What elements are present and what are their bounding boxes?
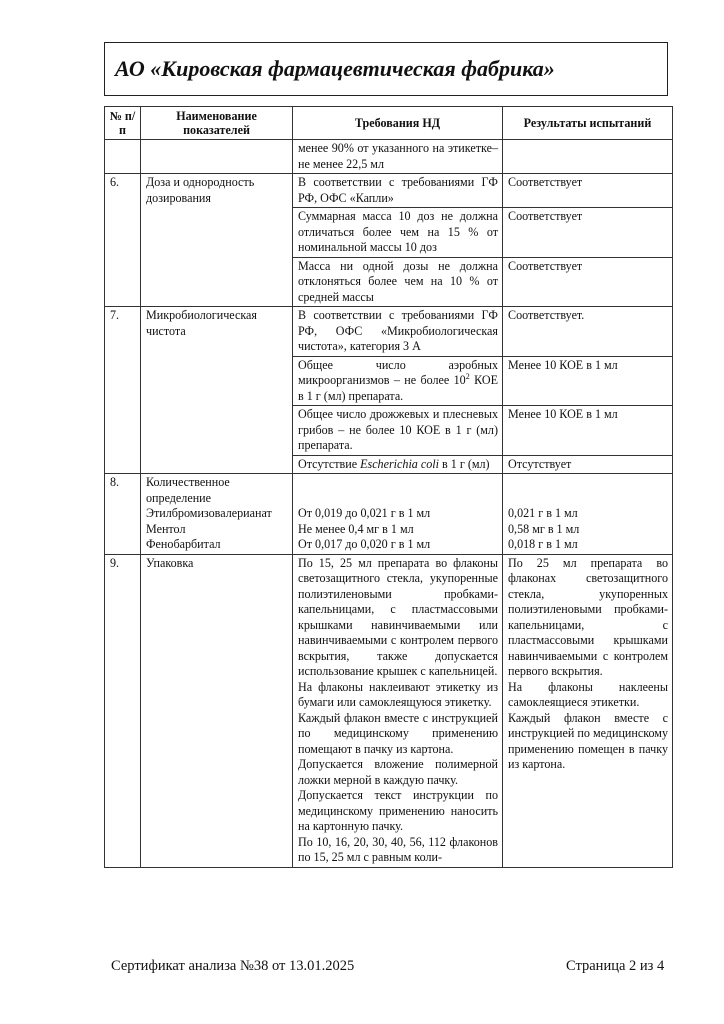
cell-result: Менее 10 КОЕ в 1 мл <box>503 356 673 406</box>
result-line: 0,021 г в 1 мл <box>508 506 578 520</box>
cell-result <box>503 140 673 174</box>
cell-requirement: менее 90% от указанного на этикетке– не менее 22,5 мл <box>293 140 503 174</box>
result-line: 0,58 мг в 1 мл <box>508 521 580 536</box>
cell-number: 9. <box>105 554 141 867</box>
cell-number <box>105 140 141 174</box>
table-row-continuation <box>105 140 673 174</box>
column-header-name: Наименование показателей <box>141 107 293 140</box>
requirement-line: От 0,017 до 0,020 г в 1 мл <box>298 537 431 551</box>
result-paragraph: По 25 мл препарата во флаконах светозащитного стекла, укупоренных полиэтиленовыми пробками-капельницами, с пластмассовыми крышками навинчиваемыми с контролем первого вскрытия. <box>508 555 668 678</box>
requirement-paragraph: По 15, 25 мл препарата во флаконы светозащитного стекла, укупоренные полиэтиленовыми пробками-капельницами, с пластмассовыми крышками навинчиваемыми или навинчиваемыми с контролем первого вскрытия, также допускается использование крышек с капельницей. <box>298 555 498 678</box>
cell-name: Доза и однородность дозирования <box>141 174 293 307</box>
name-line: Ментол <box>146 521 186 536</box>
result-paragraph: Каждый флакон вместе с инструкцией по медицинскому применению помещен в пачку из картона. <box>508 710 668 771</box>
result-paragraph: На флаконы наклеены самоклеящиеся этикетки. <box>508 679 668 709</box>
organism-name: Escherichia coli <box>360 456 440 471</box>
cell-requirement: Суммарная масса 10 доз не должна отличаться более чем на 15 % от номинальной массы 10 доз <box>293 208 503 258</box>
cell-name: Упаковка <box>141 554 293 867</box>
page-number: Страница 2 из 4 <box>566 958 665 974</box>
cell-number: 8. <box>105 474 141 555</box>
cell-requirement <box>293 356 503 406</box>
cell-result <box>503 474 673 555</box>
certificate-footer: Сертификат анализа №38 от 13.01.2025 <box>111 958 355 974</box>
cell-requirement <box>293 554 503 867</box>
column-header-number: № п/п <box>105 107 141 140</box>
cell-requirement <box>293 474 503 555</box>
cell-result: Соответствует <box>503 174 673 208</box>
name-line: Количественное определение <box>146 475 230 505</box>
name-line: Этилбромизовалерианат <box>146 506 272 520</box>
cell-name <box>141 474 293 555</box>
cell-requirement <box>293 455 503 474</box>
requirement-line: От 0,019 до 0,021 г в 1 мл <box>298 506 431 520</box>
requirement-paragraph: По 10, 16, 20, 30, 40, 56, 112 флаконов по 15, 25 мл с равным коли- <box>298 834 498 864</box>
cell-result: Менее 10 КОЕ в 1 мл <box>503 406 673 456</box>
cell-result: Соответствует <box>503 208 673 258</box>
cell-result: Соответствует <box>503 257 673 307</box>
cell-requirement: Общее число дрожжевых и плесневых грибов – не более 10 КОЕ в 1 г (мл) препарата. <box>293 406 503 456</box>
table-header-row <box>105 107 673 140</box>
cell-number: 7. <box>105 307 141 474</box>
requirement-line: Не менее 0,4 мг в 1 мл <box>298 521 414 536</box>
exponent: 2 <box>465 371 470 381</box>
table-row-8 <box>105 474 673 555</box>
table-row-6 <box>105 174 673 208</box>
name-line: Фенобарбитал <box>146 537 221 551</box>
table-row-7 <box>105 307 673 357</box>
cell-name: Микробиологическая чистота <box>141 307 293 474</box>
requirement-text: КОЕ в 1 г (мл) препарата. <box>298 373 498 403</box>
requirement-paragraph: Допускается вложение полимерной ложки мерной в каждую пачку. <box>298 757 498 787</box>
page-title: АО «Кировская фармацевтическая фабрика» <box>115 56 555 81</box>
requirement-text: в 1 г (мл) <box>439 456 490 471</box>
cell-number: 6. <box>105 174 141 307</box>
cell-name <box>141 140 293 174</box>
cell-requirement: В соответствии с требованиями ГФ РФ, ОФС «Микробиологическая чистота», категория 3 А <box>293 307 503 357</box>
column-header-requirements: Требования НД <box>293 107 503 140</box>
requirement-paragraph: Каждый флакон вместе с инструкцией по медицинскому применению помещают в пачку из картона. <box>298 710 498 756</box>
column-header-results: Результаты испытаний <box>503 107 673 140</box>
requirement-text: Общее число аэробных микроорганизмов – не более 10 <box>298 357 498 387</box>
cell-requirement: В соответствии с требованиями ГФ РФ, ОФС «Капли» <box>293 174 503 208</box>
header-box <box>104 42 668 96</box>
requirement-paragraph: Допускается текст инструкции по медицинскому применению наносить на картонную пачку. <box>298 788 498 833</box>
requirement-paragraph: На флаконы наклеивают этикетку из бумаги или самоклеящуюся этикетку. <box>298 679 498 709</box>
cell-result: Соответствует. <box>503 307 673 357</box>
result-line: 0,018 г в 1 мл <box>508 537 578 551</box>
cell-result <box>503 554 673 867</box>
table-row-9 <box>105 554 673 867</box>
cell-result: Отсутствует <box>503 455 673 474</box>
requirement-text: Отсутствие <box>298 456 361 471</box>
analysis-table <box>104 106 673 868</box>
cell-requirement: Масса ни одной дозы не должна отклоняться более чем на 10 % от средней массы <box>293 257 503 307</box>
